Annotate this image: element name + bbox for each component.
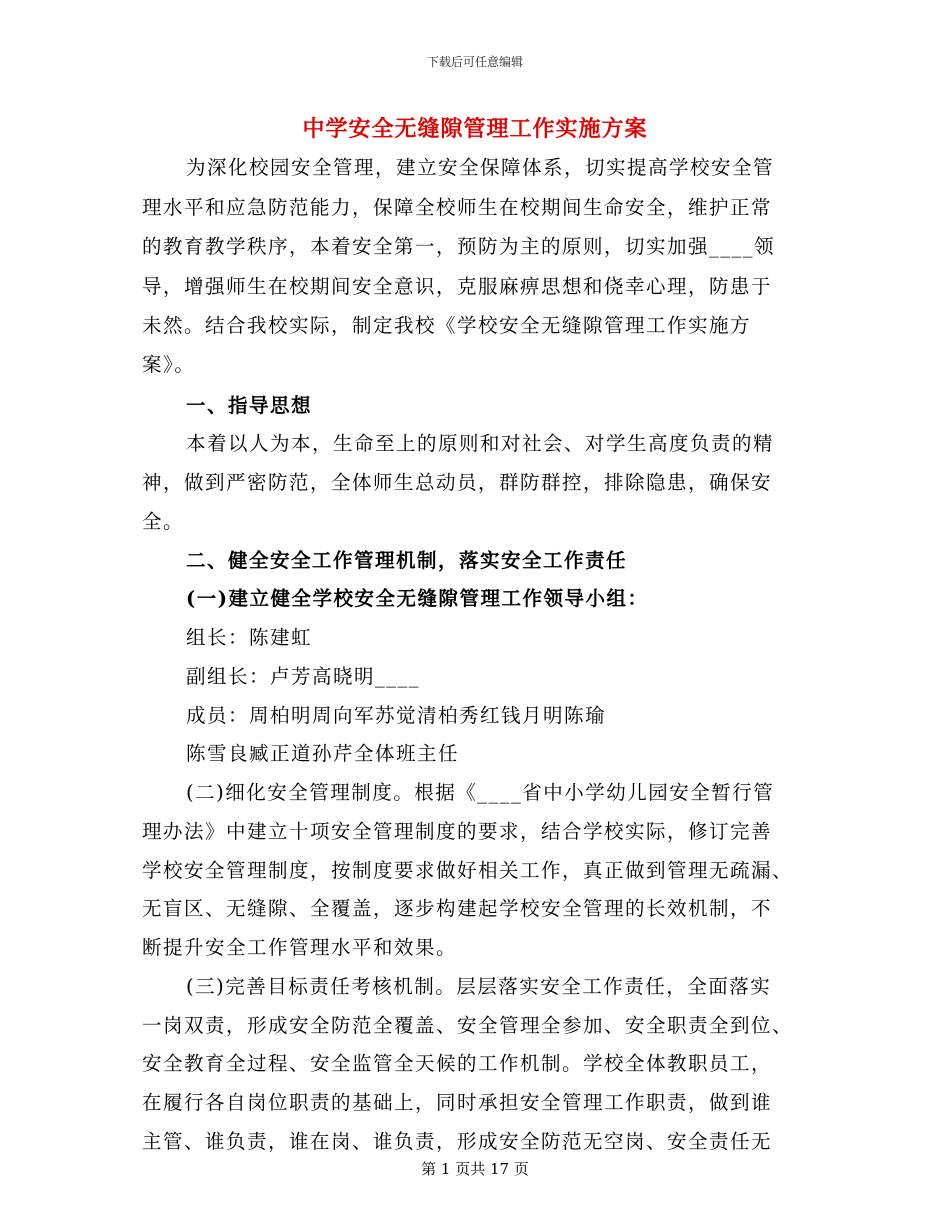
paragraph-line: 全。 [142,510,185,533]
paragraph-line: 一岗双责，形成安全防范全覆盖、安全管理全参加、安全职责全到位、 [142,1014,794,1037]
paragraph-line: 断提升安全工作管理水平和效果。 [142,936,458,959]
paragraph-line: 在履行各自岗位职责的基础上，同时承担安全管理工作职责，做到谁 [142,1091,773,1114]
paragraph-line: (二)细化安全管理制度。根据《____省中小学幼儿园安全暂行管 [186,781,775,804]
paragraph-line: 神，做到严密防范，全体师生总动员，群防群控，排除隐患，确保安 [142,471,773,494]
paragraph-line: 未然。结合我校实际，制定我校《学校安全无缝隙管理工作实施方 [142,314,752,337]
section-heading: 一、指导思想 [186,394,313,417]
section-heading: (一)建立健全学校安全无缝隙管理工作领导小组： [186,587,649,610]
paragraph-line: 副组长：卢芳高晓明____ [186,665,421,688]
paragraph-line: (三)完善目标责任考核机制。层层落实安全工作责任，全面落实 [186,975,772,998]
paragraph-line: 陈雪良臧正道孙芹全体班主任 [186,742,460,765]
paragraph-line: 理水平和应急防范能力，保障全校师生在校期间生命安全，维护正常 [142,196,773,219]
paragraph-line: 学校安全管理制度，按制度要求做好相关工作，真正做到管理无疏漏、 [142,859,794,882]
paragraph-line: 理办法》中建立十项安全管理制度的要求，结合学校实际，修订完善 [142,820,773,843]
document-title: 中学安全无缝隙管理工作实施方案 [302,116,648,142]
paragraph-line: 成员：周柏明周向军苏觉清柏秀红钱月明陈瑜 [186,704,607,727]
paragraph-line: 组长：陈建虹 [186,626,313,649]
paragraph-line: 导，增强师生在校期间安全意识，克服麻痹思想和侥幸心理，防患于 [142,275,773,298]
paragraph-line: 无盲区、无缝隙、全覆盖，逐步构建起学校安全管理的长效机制，不 [142,897,773,920]
page-footer: 第 1 页共 17 页 [421,1160,529,1178]
page-header-note: 下载后可任意编辑 [426,55,523,69]
section-heading: 二、健全安全工作管理机制，落实安全工作责任 [186,549,628,572]
paragraph-line: 主管、谁负责，谁在岗、谁负责，形成安全防范无空岗、安全责任无 [142,1130,773,1153]
paragraph-line: 的教育教学秩序，本着安全第一，预防为主的原则，切实加强____领 [142,235,776,258]
paragraph-line: 为深化校园安全管理，建立安全保障体系，切实提高学校安全管 [186,156,775,179]
paragraph-line: 案》。 [142,353,196,376]
paragraph-line: 安全教育全过程、安全监管全天候的工作机制。学校全体教职员工， [142,1052,773,1075]
paragraph-line: 本着以人为本，生命至上的原则和对社会、对学生高度负责的精 [186,432,775,455]
